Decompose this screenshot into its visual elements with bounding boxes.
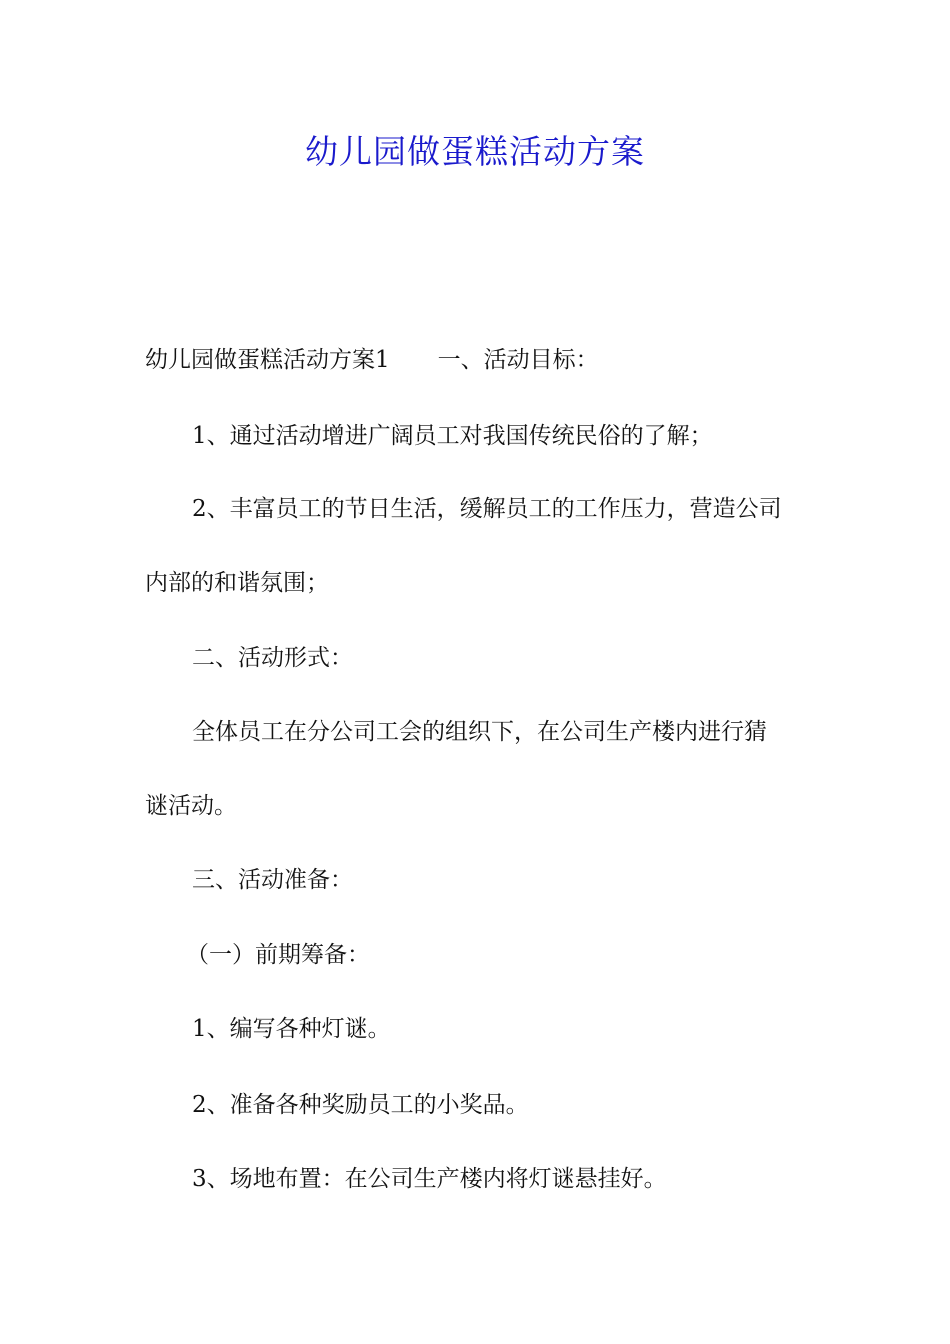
prep-sub-heading: （一）前期筹备： xyxy=(186,942,370,968)
section-heading-prep: 三、活动准备： xyxy=(192,867,353,893)
document-title: 幼儿园做蛋糕活动方案 xyxy=(305,132,645,171)
form-paragraph-line-2: 谜活动。 xyxy=(145,793,237,819)
goal-item-1: 1、通过活动增进广阔员工对我国传统民俗的了解； xyxy=(192,423,713,449)
goal-item-2-line-1: 2、丰富员工的节日生活，缓解员工的工作压力，营造公司 xyxy=(192,496,782,522)
section-heading-form: 二、活动形式： xyxy=(192,645,353,671)
doc-label: 幼儿园做蛋糕活动方案1 xyxy=(145,347,390,373)
form-paragraph-line-1: 全体员工在分公司工会的组织下，在公司生产楼内进行猜 xyxy=(192,719,767,745)
goal-item-2-line-2: 内部的和谐氛围； xyxy=(145,570,329,596)
intro-line xyxy=(145,343,825,377)
prep-item-1: 1、编写各种灯谜。 xyxy=(192,1016,391,1042)
prep-item-3: 3、场地布置：在公司生产楼内将灯谜悬挂好。 xyxy=(192,1166,667,1192)
prep-item-2: 2、准备各种奖励员工的小奖品。 xyxy=(192,1092,529,1118)
section-heading-goals: 一、活动目标： xyxy=(437,347,599,373)
